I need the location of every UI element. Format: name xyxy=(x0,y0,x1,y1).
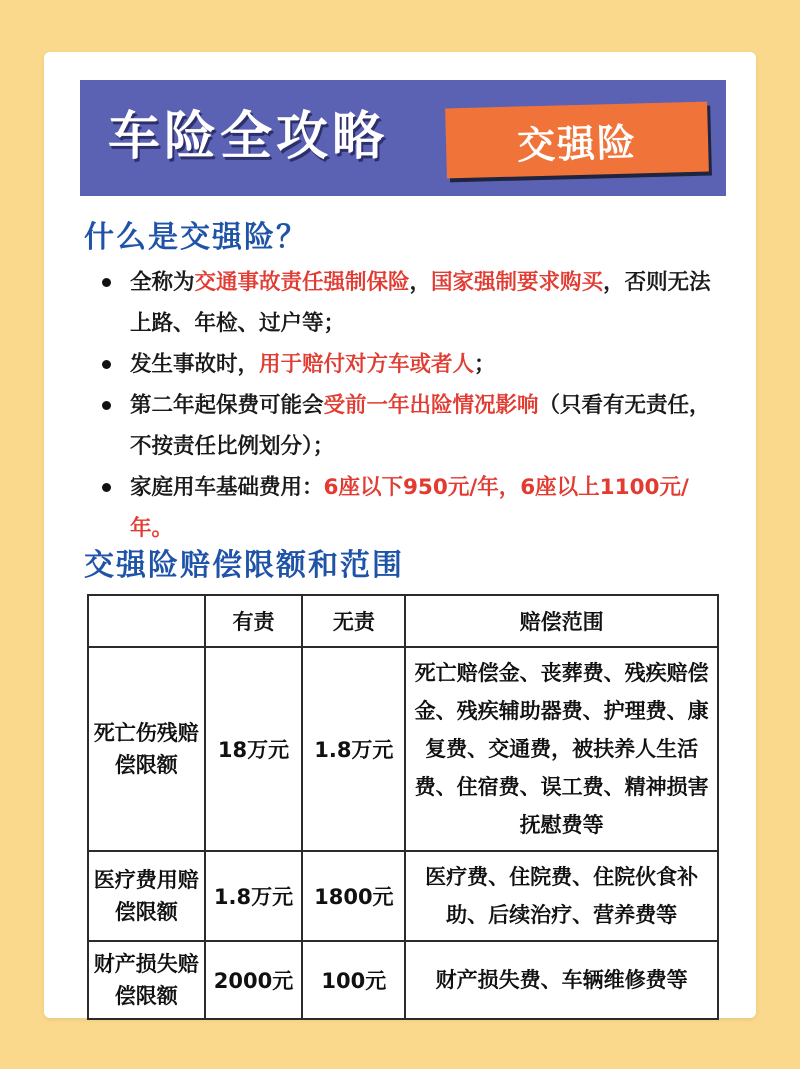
topic-badge: 交强险 xyxy=(445,102,709,179)
scope-cell: 财产损失费、车辆维修费等 xyxy=(405,941,718,1019)
not-liable-cell: 1.8万元 xyxy=(302,647,405,851)
definition-list xyxy=(96,262,726,549)
bullet-text: 全称为 xyxy=(130,270,195,295)
bullet-text: 第二年起保费可能会 xyxy=(130,393,324,418)
table-header-cell xyxy=(88,595,205,647)
bullet-dot-icon xyxy=(102,401,111,410)
bullet-highlight: 用于赔付对方车或者人 xyxy=(259,352,475,377)
scope-cell: 医疗费、住院费、住院伙食补助、后续治疗、营养费等 xyxy=(405,851,718,941)
bullet-highlight: 国家强制要求购买 xyxy=(431,270,604,295)
table-row xyxy=(88,941,718,1019)
not-liable-cell: 1800元 xyxy=(302,851,405,941)
scope-cell: 死亡赔偿金、丧葬费、残疾赔偿金、残疾辅助器费、护理费、康复费、交通费，被扶养人生活费、住宿费、误工费、精神损害抚慰费等 xyxy=(405,647,718,851)
bullet-dot-icon xyxy=(102,278,111,287)
bullet-dot-icon xyxy=(102,483,111,492)
list-item xyxy=(96,262,726,344)
bullet-highlight: 受前一年出险情况影响 xyxy=(323,393,539,418)
table-header-cell: 无责 xyxy=(302,595,405,647)
bullet-text: ， xyxy=(409,270,432,295)
bullet-dot-icon xyxy=(102,360,111,369)
bullet-highlight: 6座以下950元/年，6座以上1100元/年。 xyxy=(130,475,689,541)
row-name-cell: 医疗费用赔偿限额 xyxy=(88,851,205,941)
not-liable-cell: 100元 xyxy=(302,941,405,1019)
bullet-text: ，否则无法上路、年检、过户等； xyxy=(130,270,711,336)
list-item xyxy=(96,344,726,385)
row-name-cell: 财产损失赔偿限额 xyxy=(88,941,205,1019)
liable-cell: 18万元 xyxy=(205,647,303,851)
table-row xyxy=(88,647,718,851)
table-row xyxy=(88,851,718,941)
table-header-cell: 有责 xyxy=(205,595,303,647)
content-card xyxy=(44,52,756,1018)
compensation-table xyxy=(87,594,719,1020)
bullet-text: ； xyxy=(474,352,496,377)
list-item xyxy=(96,385,726,467)
page-title: 车险全攻略 xyxy=(108,107,389,167)
section-title-what: 什么是交强险？ xyxy=(84,220,308,255)
list-item xyxy=(96,467,726,549)
header-banner xyxy=(80,80,726,196)
row-name-cell: 死亡伤残赔偿限额 xyxy=(88,647,205,851)
bullet-text: （只看有无责任，不按责任比例划分）； xyxy=(130,393,711,459)
section-title-limits: 交强险赔偿限额和范围 xyxy=(84,548,404,583)
table-header-row xyxy=(88,595,718,647)
bullet-text: 家庭用车基础费用： xyxy=(130,475,324,500)
table-header-cell: 赔偿范围 xyxy=(405,595,718,647)
bullet-text: 发生事故时， xyxy=(130,352,260,377)
liable-cell: 1.8万元 xyxy=(205,851,303,941)
bullet-highlight: 交通事故责任强制保险 xyxy=(194,270,410,295)
liable-cell: 2000元 xyxy=(205,941,303,1019)
